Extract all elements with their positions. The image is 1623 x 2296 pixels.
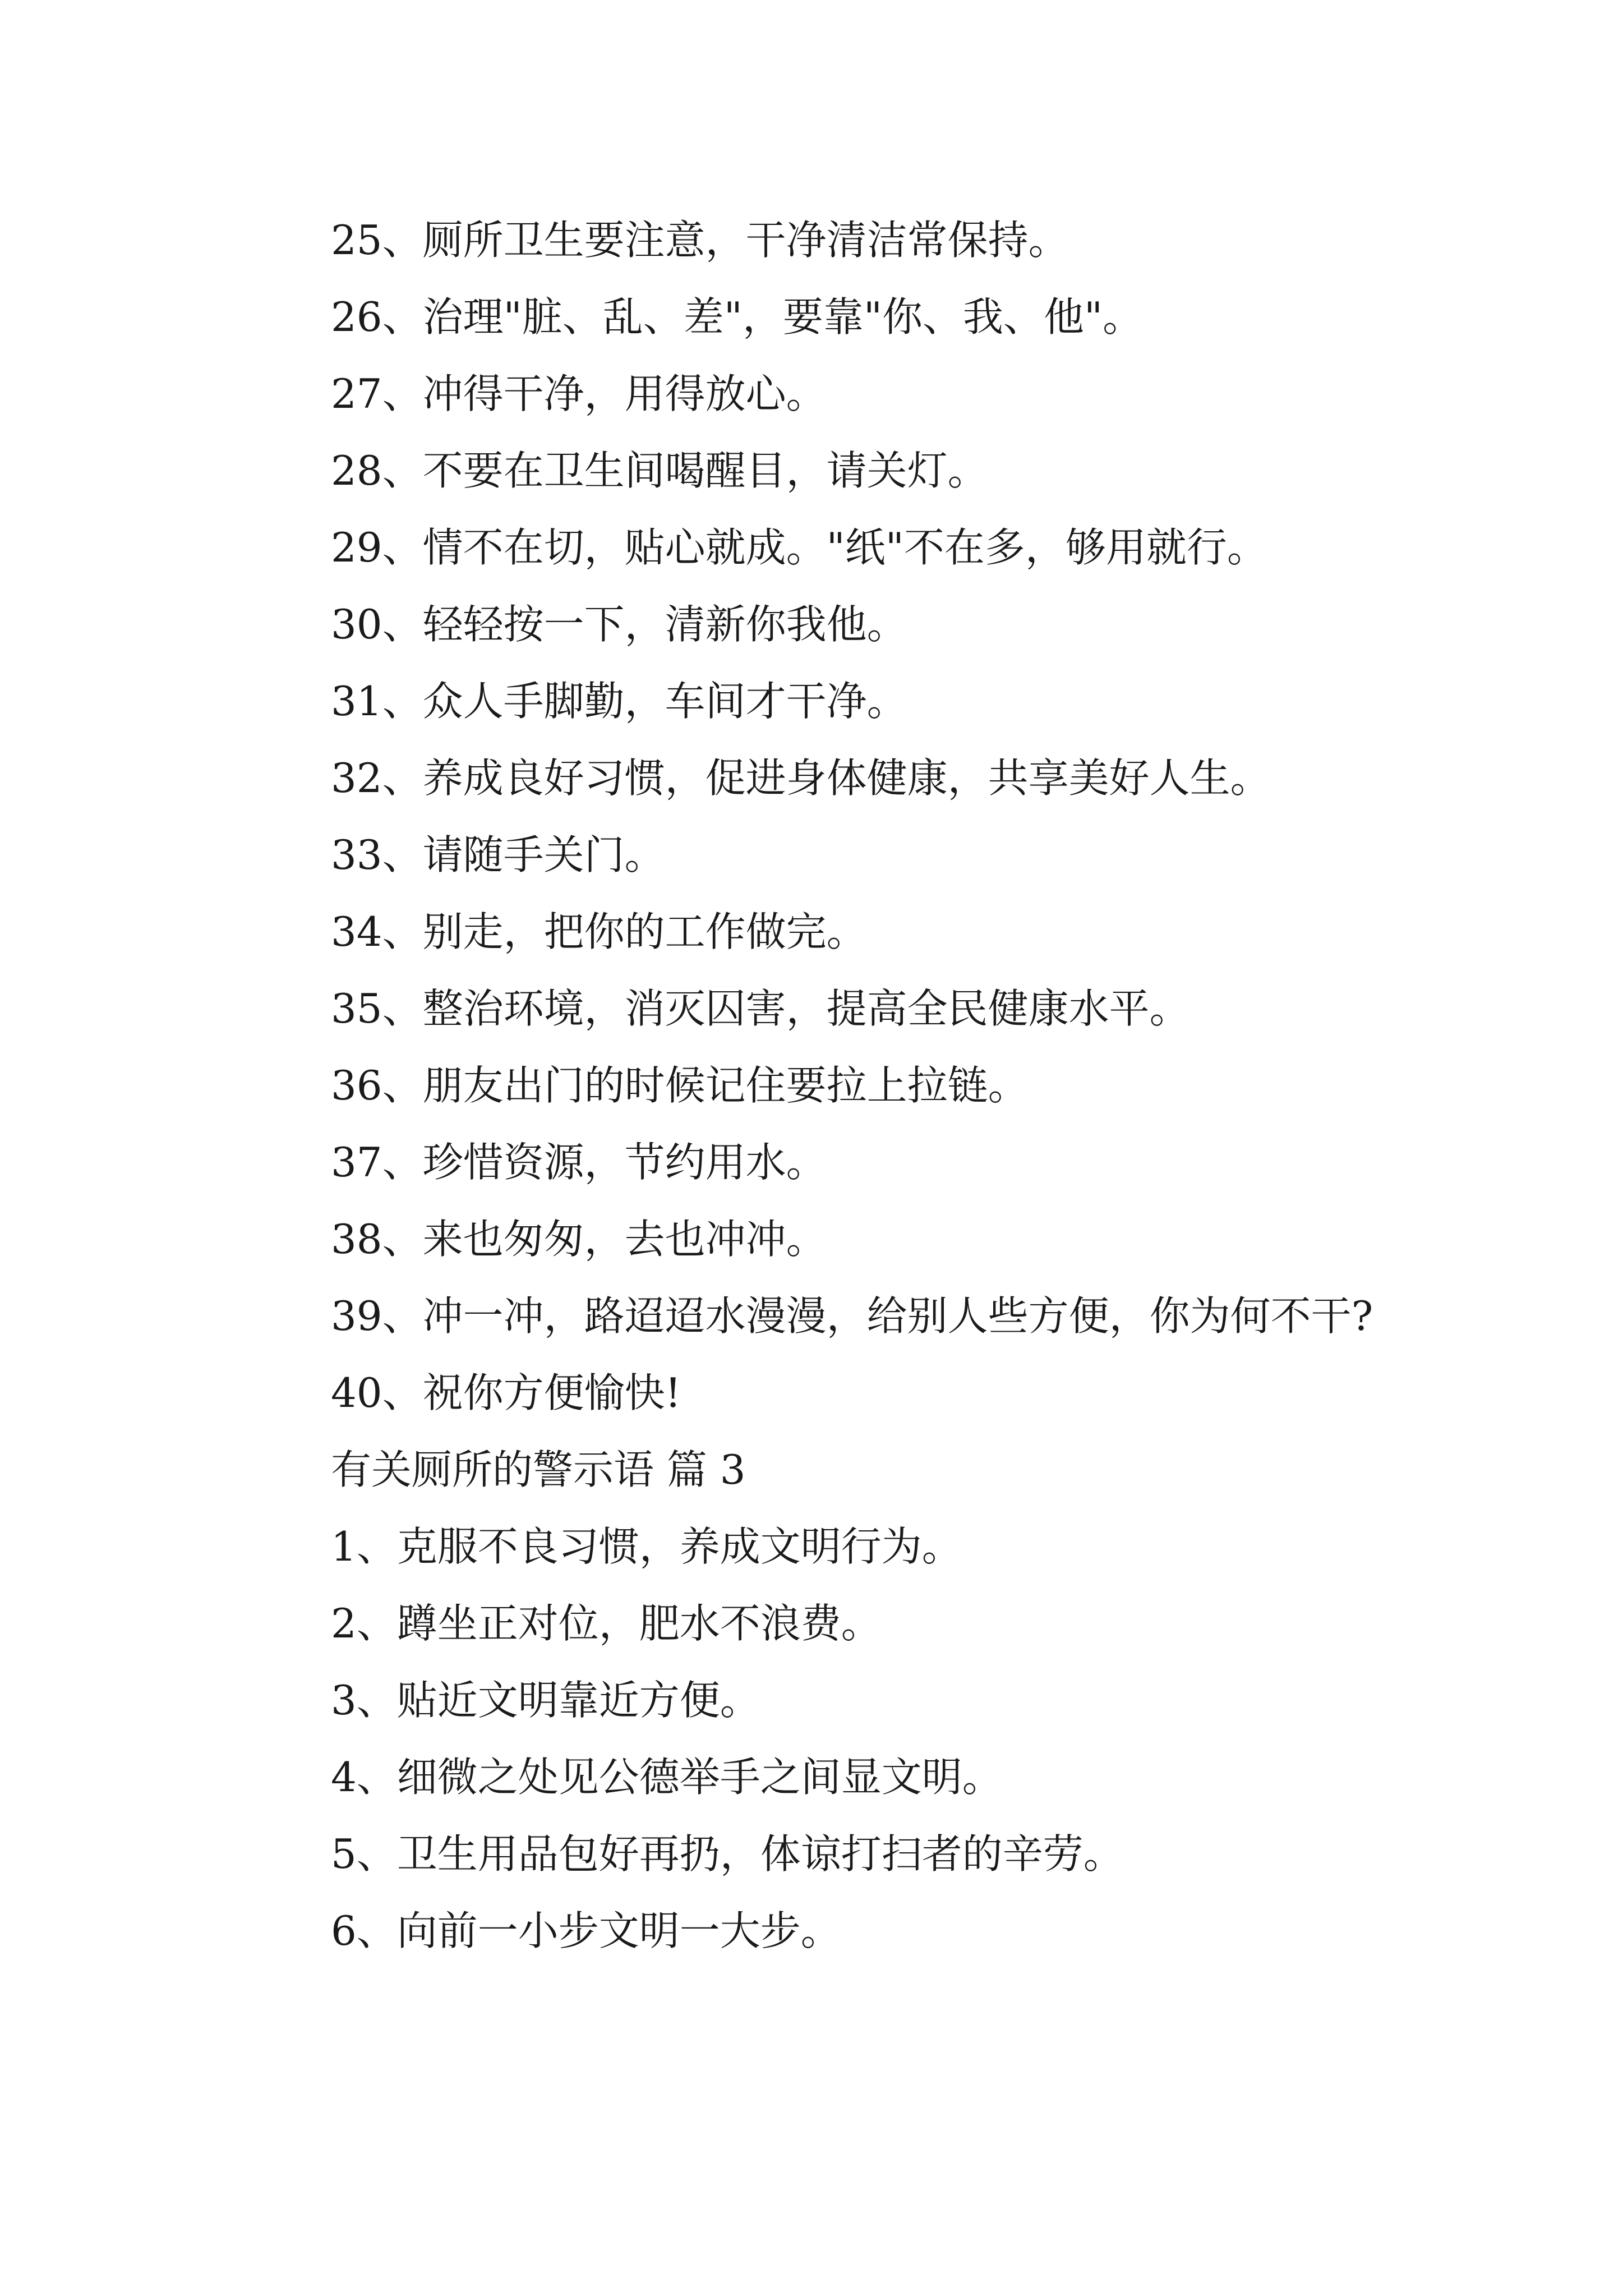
paragraph-s3-3: 3、贴近文明靠近方便。 <box>331 1677 760 1724</box>
document-body <box>248 202 1381 1970</box>
paragraph-40: 40、祝你方便愉快! <box>331 1369 681 1416</box>
paragraph-s3-2: 2、蹲坐正对位，肥水不浪费。 <box>331 1600 882 1647</box>
section-heading: 有关厕所的警示语 篇 3 <box>331 1446 746 1493</box>
paragraph-35: 35、整治环境，消灭囚害，提高全民健康水平。 <box>331 985 1190 1032</box>
paragraph-33: 33、请随手关门。 <box>331 831 665 878</box>
paragraph-34: 34、别走，把你的工作做完。 <box>331 908 867 955</box>
paragraph-25: 25、厕所卫生要注意，干净清洁常保持。 <box>331 217 1069 264</box>
paragraph-26: 26、治理"脏、乱、差"，要靠"你、我、他"。 <box>331 293 1144 341</box>
paragraph-37: 37、珍惜资源，节约用水。 <box>331 1139 827 1186</box>
paragraph-31: 31、众人手脚勤，车间才干净。 <box>331 678 907 725</box>
paragraph-28: 28、不要在卫生间喝醒目，请关灯。 <box>331 447 988 494</box>
paragraph-30: 30、轻轻按一下，清新你我他。 <box>331 601 907 648</box>
paragraph-32: 32、养成良好习惯，促进身体健康，共享美好人生。 <box>331 754 1271 802</box>
paragraph-39: 39、冲一冲，路迢迢水漫漫，给别人些方便，你为何不干? <box>331 1292 1373 1340</box>
paragraph-s3-6: 6、向前一小步文明一大步。 <box>331 1907 841 1954</box>
paragraph-s3-1: 1、克服不良习惯，养成文明行为。 <box>331 1523 962 1570</box>
paragraph-s3-4: 4、细微之处见公德举手之间显文明。 <box>331 1754 1003 1801</box>
paragraph-s3-5: 5、卫生用品包好再扔，体谅打扫者的辛劳。 <box>331 1830 1124 1878</box>
paragraph-36: 36、朋友出门的时候记住要拉上拉链。 <box>331 1062 1029 1109</box>
paragraph-38: 38、来也匆匆，去也冲冲。 <box>331 1216 827 1263</box>
paragraph-29: 29、情不在切，贴心就成。"纸"不在多，够用就行。 <box>331 524 1267 571</box>
paragraph-27: 27、冲得干净，用得放心。 <box>331 370 827 417</box>
